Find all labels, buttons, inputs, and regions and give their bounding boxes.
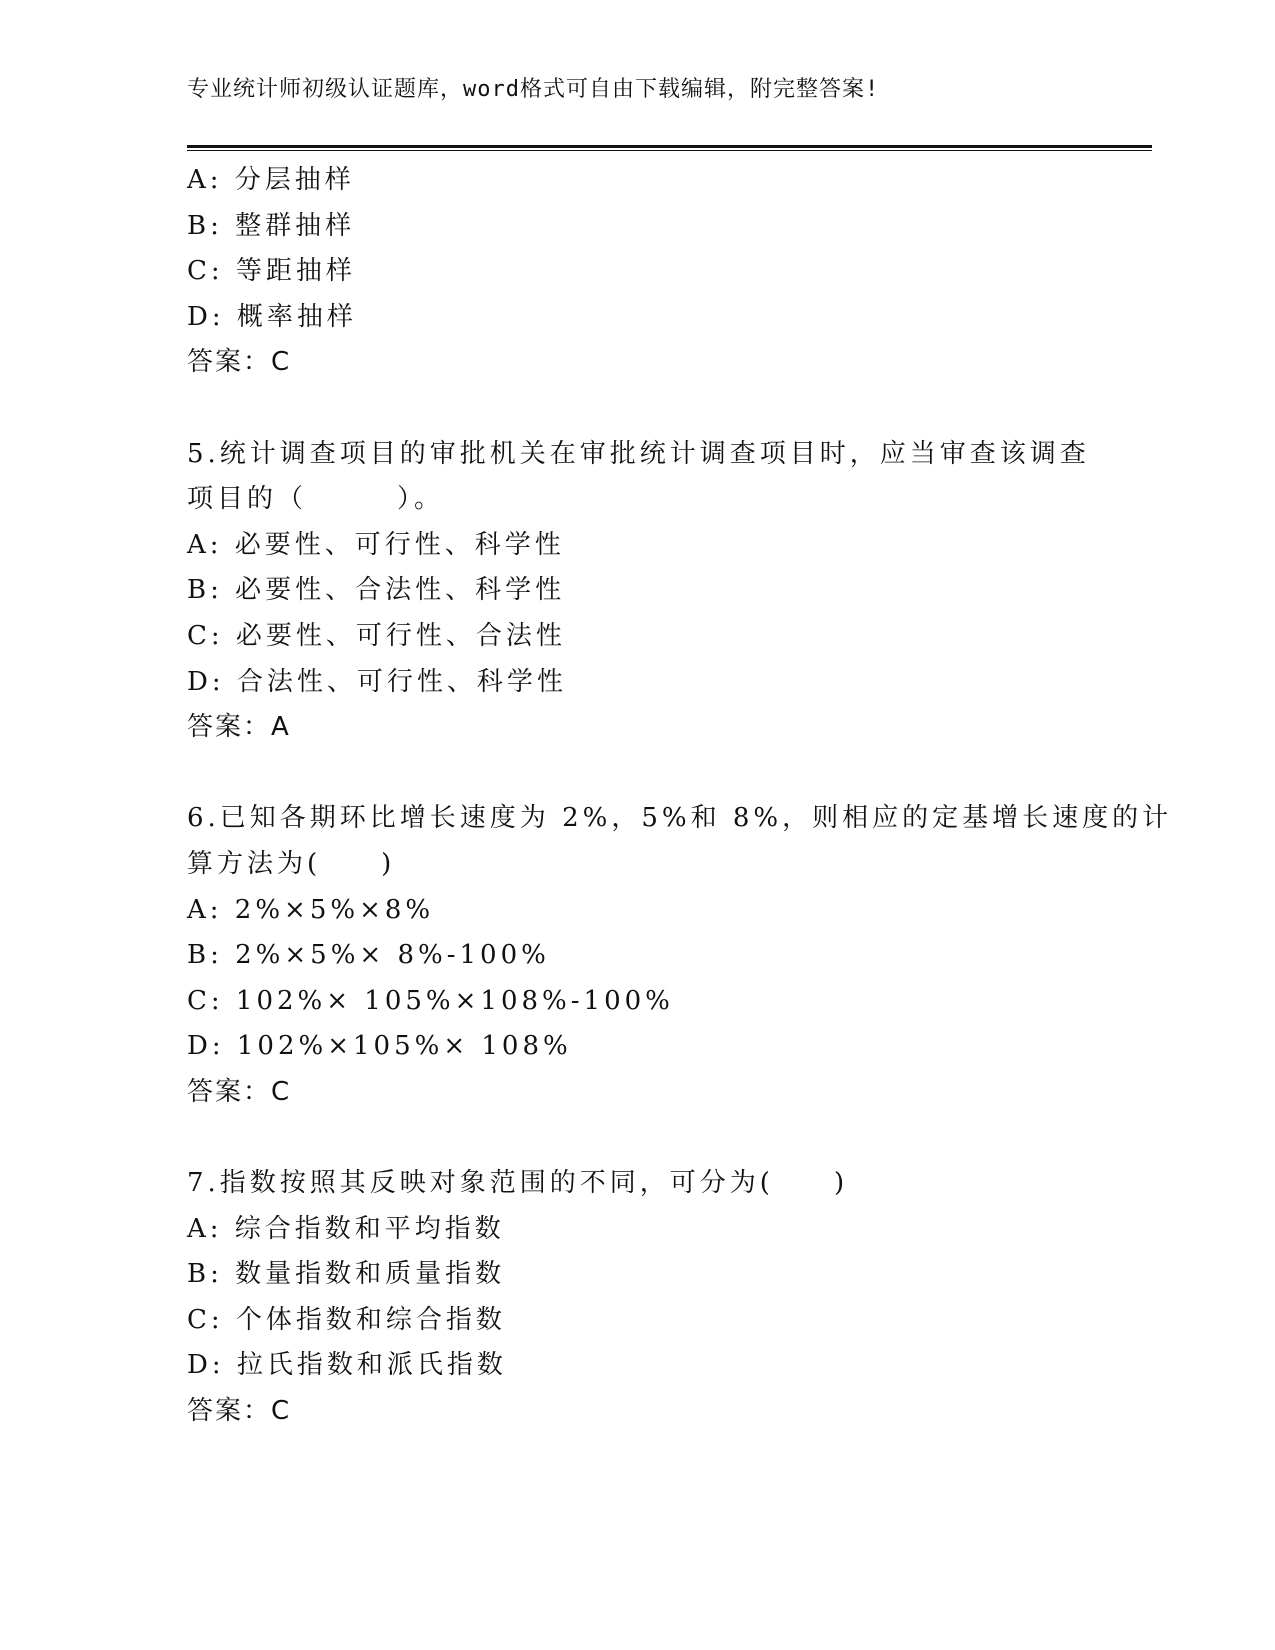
spacer [187,1115,1107,1161]
answer-line: 答案：C [187,347,292,378]
question-block-5 [187,432,1107,751]
header-rule-thin [187,150,1152,151]
option-a: A: 必要性、可行性、科学性 [187,529,565,560]
option-c: C: 必要性、可行性、合法性 [187,620,566,651]
answer-line: 答案：A [187,712,291,743]
option-c: C: 等距抽样 [187,256,356,287]
option-b: B: 整群抽样 [187,210,356,241]
option-d: D: 102%×105%× 108% [187,1031,572,1062]
option-d: D: 合法性、可行性、科学性 [187,666,567,697]
option-b: B: 数量指数和质量指数 [187,1259,506,1290]
question-block-7 [187,1161,1107,1435]
option-c: C: 个体指数和综合指数 [187,1304,506,1335]
header-rule-thick [187,145,1152,148]
option-a: A: 分层抽样 [187,165,355,195]
question-block-4 [187,158,1107,386]
question-text-line-1: 7.指数按照其反映对象范围的不同，可分为( ) [187,1168,849,1199]
option-d: D: 拉氏指数和派氏指数 [187,1350,507,1381]
question-text-line-2: 算方法为( ) [187,848,396,879]
option-c: C: 102%× 105%×108%-100% [187,985,674,1016]
question-text-line-1: 6.已知各期环比增长速度为 2%，5%和 8%，则相应的定基增长速度的计 [187,803,1173,834]
question-block-6 [187,796,1173,1115]
option-a: A: 2%×5%×8% [187,894,435,925]
spacer [187,386,1107,432]
option-b: B: 必要性、合法性、科学性 [187,575,566,606]
question-text-line-2: 项目的（ ）。 [187,484,445,515]
answer-line: 答案：C [187,1396,292,1427]
question-list [187,158,1173,1435]
spacer [187,751,1107,797]
option-a: A: 综合指数和平均指数 [187,1213,505,1244]
page-header: 专业统计师初级认证题库，word格式可自由下载编辑，附完整答案! [187,77,880,102]
option-b: B: 2%×5%× 8%-100% [187,940,550,971]
option-d: D: 概率抽样 [187,301,357,332]
question-text-line-1: 5.统计调查项目的审批机关在审批统计调查项目时，应当审查该调查 [187,438,1090,469]
answer-line: 答案：C [187,1076,292,1107]
